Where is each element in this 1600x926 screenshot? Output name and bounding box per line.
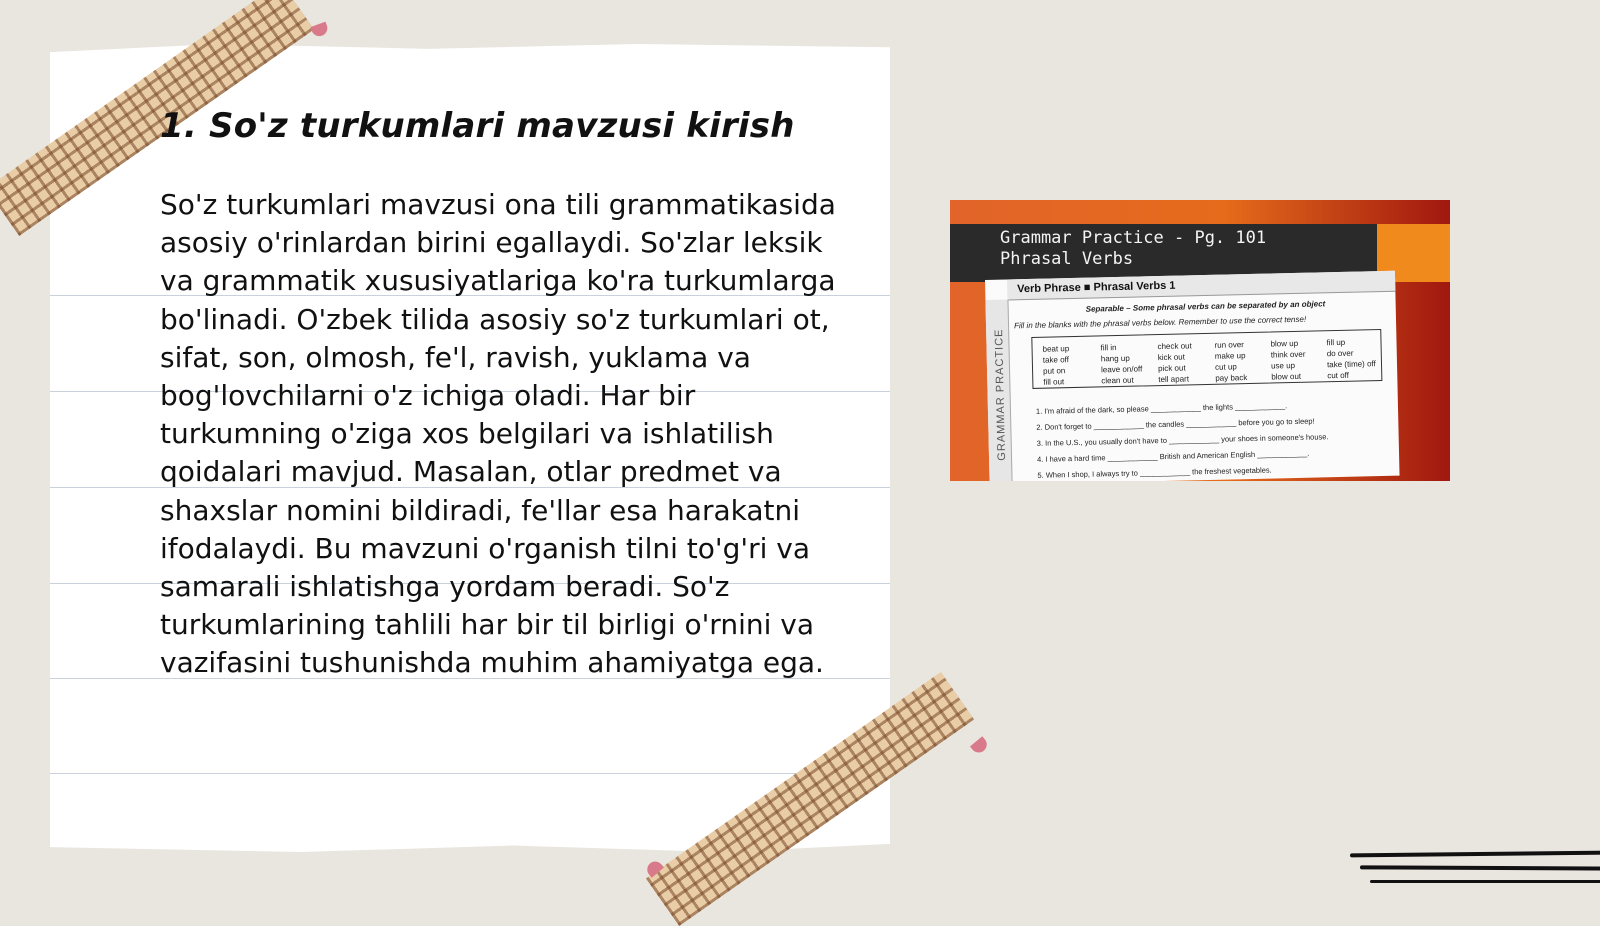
word: cut up <box>1214 362 1237 372</box>
word-column <box>1100 341 1142 386</box>
decorative-stroke <box>1370 880 1600 883</box>
word: use up <box>1270 360 1296 371</box>
word: pay back <box>1215 373 1248 383</box>
slide-title: 1. So'z turkumlari mavzusi kirish <box>160 106 795 146</box>
side-label-text: GRAMMAR PRACTICE <box>993 328 1009 461</box>
worksheet-question: 1. I'm afraid of the dark, so please ____________ the lights ____________. <box>1035 401 1288 416</box>
worksheet-question: 3. In the U.S., you usually don't have to ____________ your shoes in someone's house. <box>1036 432 1329 448</box>
word-column <box>1042 343 1070 388</box>
worksheet-question: 2. Don't forget to ____________ the candles ____________ before you go to sleep! <box>1036 416 1315 432</box>
decorative-stroke <box>1360 865 1600 870</box>
word: leave on/off <box>1100 364 1143 375</box>
worksheet-subtitle: Separable – Some phrasal verbs can be separated by an object <box>1085 299 1326 314</box>
word: check out <box>1157 341 1192 352</box>
worksheet-question: 4. I have a hard time ____________ British and American English ____________. <box>1036 448 1310 464</box>
word: put on <box>1042 366 1066 376</box>
word: fill in <box>1100 343 1117 353</box>
word-box <box>1031 329 1382 389</box>
word-column <box>1326 336 1376 381</box>
word: think over <box>1270 349 1306 360</box>
word: beat up <box>1042 344 1070 354</box>
worksheet-instruction: Fill in the blanks with the phrasal verbs below. Remember to use the correct tense! <box>1013 314 1307 331</box>
worksheet <box>985 271 1400 481</box>
image-title-line1: Grammar Practice - Pg. 101 <box>1000 228 1267 248</box>
word: take (time) off <box>1326 359 1376 370</box>
word: tell apart <box>1158 374 1190 385</box>
grammar-practice-image <box>950 200 1450 481</box>
word: kick out <box>1157 352 1186 363</box>
word: take off <box>1042 355 1070 365</box>
decorative-stroke <box>1350 851 1600 858</box>
word: do over <box>1326 348 1354 359</box>
worksheet-side-label <box>985 299 1012 481</box>
tape-tab <box>310 22 329 39</box>
image-title-line2: Phrasal Verbs <box>1000 249 1134 269</box>
worksheet-question: 5. When I shop, I always try to ____________ the freshest vegetables. <box>1037 465 1272 480</box>
ruled-line <box>50 773 890 774</box>
word: cut off <box>1327 370 1350 381</box>
word: make up <box>1214 351 1246 361</box>
word: run over <box>1214 340 1244 350</box>
slide-body-text: So'z turkumlari mavzusi ona tili grammatikasida asosiy o'rinlardan birini egallaydi. So'zlar leksik va grammatik xususiyatlariga ko'ra turkumlarga bo'linadi. O'zbek tilida asosiy so'z turkumlari ot, sifat, son, olmosh, fe'l, ravish, yuklama va bog'lovchilarni o'z ichiga oladi. Har bir turkumning o'ziga xos belgilari va ishlatilish qoidalari mavjud. Masalan, otlar predmet va shaxslar nomini bildiradi, fe'llar esa harakatni ifodalaydi. Bu mavzuni o'rganish tilni to'g'ri va samarali ishlatishga yordam beradi. So'z turkumlarining tahlili har bir til birligi o'rnini va vazifasini tushunishda muhim ahamiyatga ega. <box>160 188 836 680</box>
tape-tab <box>970 736 990 755</box>
word: hang up <box>1100 353 1130 364</box>
word: blow up <box>1270 338 1299 349</box>
word-column <box>1157 340 1192 385</box>
word-column <box>1270 338 1306 383</box>
word: clean out <box>1101 375 1134 386</box>
word: fill up <box>1326 337 1346 348</box>
word: fill out <box>1043 377 1065 387</box>
word: pick out <box>1157 363 1186 374</box>
word-column <box>1214 339 1247 384</box>
worksheet-header: Verb Phrase ■ Phrasal Verbs 1 <box>1007 271 1395 301</box>
word: blow out <box>1271 371 1302 382</box>
